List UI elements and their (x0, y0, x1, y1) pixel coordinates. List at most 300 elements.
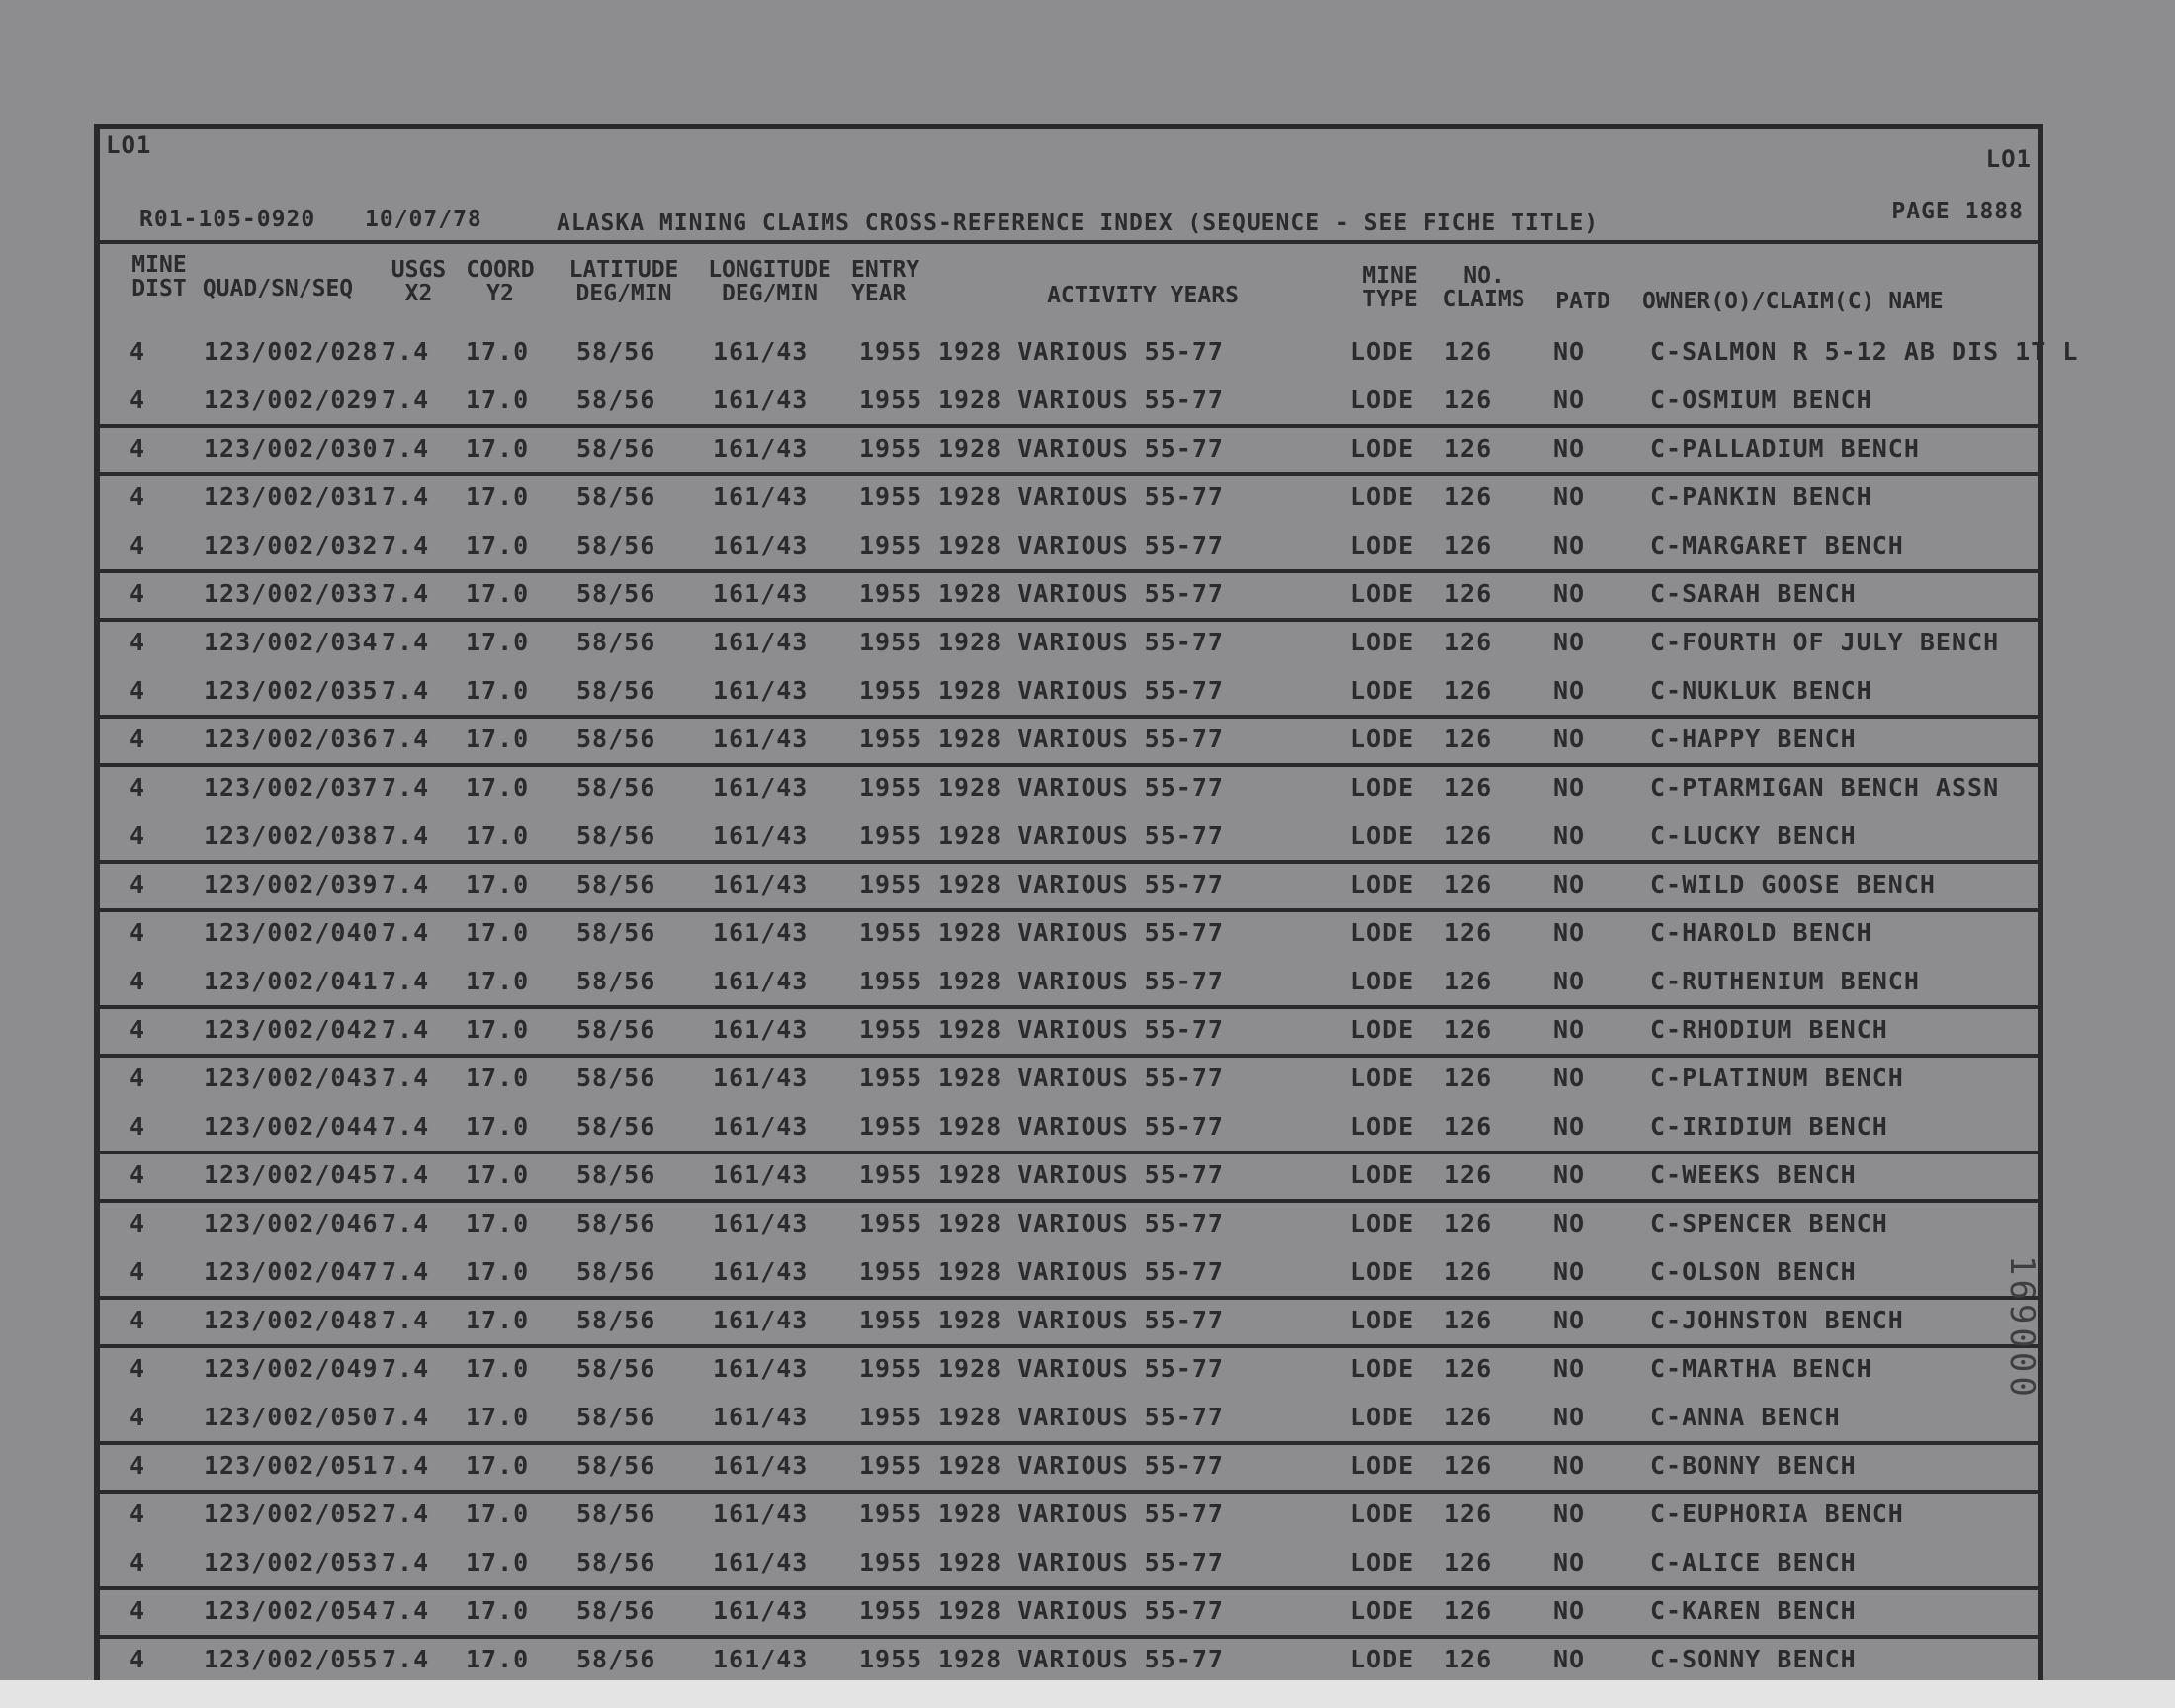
cell-type: LODE (1350, 1596, 1415, 1625)
cell-lat: 58/56 (576, 1160, 656, 1189)
cell-dist: 4 (130, 967, 146, 995)
cell-patd: NO (1553, 1451, 1586, 1480)
cell-activity: 1928 VARIOUS 55-77 (938, 1451, 1224, 1480)
cell-dist: 4 (130, 1112, 146, 1141)
cell-type: LODE (1350, 628, 1415, 656)
cell-lat: 58/56 (576, 579, 656, 608)
cell-quad: 123/002/035 (204, 676, 379, 705)
cell-activity: 1928 VARIOUS 55-77 (938, 870, 1224, 898)
cell-dist: 4 (130, 531, 146, 559)
cell-owner: C-HAROLD BENCH (1650, 918, 1872, 947)
cell-x: 7.4 (382, 773, 430, 802)
cell-dist: 4 (130, 1354, 146, 1383)
cell-lon: 161/43 (713, 1015, 809, 1044)
cell-dist: 4 (130, 1548, 146, 1577)
cell-lat: 58/56 (576, 1354, 656, 1383)
cell-activity: 1928 VARIOUS 55-77 (938, 1015, 1224, 1044)
cell-patd: NO (1553, 1015, 1586, 1044)
cell-owner: C-OSMIUM BENCH (1650, 385, 1872, 414)
cell-lon: 161/43 (713, 1403, 809, 1431)
cell-y: 17.0 (466, 579, 530, 608)
cell-lon: 161/43 (713, 579, 809, 608)
cell-entry: 1955 (859, 1596, 923, 1625)
cell-lat: 58/56 (576, 434, 656, 463)
cell-dist: 4 (130, 725, 146, 753)
col-entry-year: ENTRY YEAR (851, 257, 920, 306)
cell-patd: NO (1553, 1354, 1586, 1383)
cell-y: 17.0 (466, 1257, 530, 1286)
cell-quad: 123/002/054 (204, 1596, 379, 1625)
cell-dist: 4 (130, 337, 146, 366)
cell-x: 7.4 (382, 1112, 430, 1141)
cell-lon: 161/43 (713, 676, 809, 705)
cell-y: 17.0 (466, 385, 530, 414)
cell-activity: 1928 VARIOUS 55-77 (938, 579, 1224, 608)
cell-x: 7.4 (382, 482, 430, 511)
cell-claims: 126 (1444, 1306, 1493, 1334)
cell-dist: 4 (130, 773, 146, 802)
cell-y: 17.0 (466, 531, 530, 559)
cell-type: LODE (1350, 1064, 1415, 1092)
table-row (100, 763, 2038, 811)
cell-lat: 58/56 (576, 1112, 656, 1141)
cell-claims: 126 (1444, 821, 1493, 850)
cell-claims: 126 (1444, 773, 1493, 802)
cell-patd: NO (1553, 531, 1586, 559)
cell-lon: 161/43 (713, 1306, 809, 1334)
cell-lat: 58/56 (576, 725, 656, 753)
cell-dist: 4 (130, 1596, 146, 1625)
table-row (100, 521, 2038, 573)
cell-quad: 123/002/046 (204, 1209, 379, 1238)
cell-quad: 123/002/048 (204, 1306, 379, 1334)
cell-y: 17.0 (466, 337, 530, 366)
cell-quad: 123/002/043 (204, 1064, 379, 1092)
table-row (100, 424, 2038, 476)
cell-x: 7.4 (382, 1064, 430, 1092)
cell-quad: 123/002/047 (204, 1257, 379, 1286)
cell-dist: 4 (130, 1209, 146, 1238)
cell-y: 17.0 (466, 918, 530, 947)
cell-lon: 161/43 (713, 773, 809, 802)
cell-x: 7.4 (382, 725, 430, 753)
cell-quad: 123/002/052 (204, 1499, 379, 1528)
cell-dist: 4 (130, 676, 146, 705)
cell-dist: 4 (130, 434, 146, 463)
cell-quad: 123/002/041 (204, 967, 379, 995)
cell-lon: 161/43 (713, 821, 809, 850)
cell-owner: C-WILD GOOSE BENCH (1650, 870, 1936, 898)
cell-y: 17.0 (466, 1596, 530, 1625)
cell-patd: NO (1553, 870, 1586, 898)
cell-x: 7.4 (382, 1257, 430, 1286)
cell-patd: NO (1553, 1064, 1586, 1092)
cell-quad: 123/002/032 (204, 531, 379, 559)
cell-y: 17.0 (466, 870, 530, 898)
cell-y: 17.0 (466, 676, 530, 705)
cell-x: 7.4 (382, 1499, 430, 1528)
table-row (100, 327, 2079, 376)
cell-lat: 58/56 (576, 1499, 656, 1528)
col-patd: PATD (1555, 289, 1610, 314)
cell-y: 17.0 (466, 1112, 530, 1141)
col-longitude: LONGITUDE DEG/MIN (708, 257, 831, 306)
cell-lat: 58/56 (576, 1209, 656, 1238)
table-row (100, 1586, 2038, 1639)
cell-lat: 58/56 (576, 1403, 656, 1431)
cell-claims: 126 (1444, 628, 1493, 656)
table-row (100, 1344, 2038, 1393)
cell-patd: NO (1553, 1257, 1586, 1286)
cell-entry: 1955 (859, 773, 923, 802)
cell-entry: 1955 (859, 967, 923, 995)
cell-x: 7.4 (382, 579, 430, 608)
cell-y: 17.0 (466, 773, 530, 802)
cell-y: 17.0 (466, 1354, 530, 1383)
cell-lon: 161/43 (713, 1160, 809, 1189)
cell-owner: C-LUCKY BENCH (1650, 821, 1857, 850)
cell-entry: 1955 (859, 821, 923, 850)
cell-lat: 58/56 (576, 628, 656, 656)
cell-dist: 4 (130, 1451, 146, 1480)
cell-y: 17.0 (466, 434, 530, 463)
cell-patd: NO (1553, 676, 1586, 705)
table-row (100, 1393, 2038, 1445)
cell-y: 17.0 (466, 1064, 530, 1092)
corner-mark-left: LO1 (106, 131, 152, 159)
cell-activity: 1928 VARIOUS 55-77 (938, 1354, 1224, 1383)
cell-activity: 1928 VARIOUS 55-77 (938, 773, 1224, 802)
cell-dist: 4 (130, 870, 146, 898)
cell-x: 7.4 (382, 531, 430, 559)
cell-dist: 4 (130, 1645, 146, 1673)
cell-lat: 58/56 (576, 1015, 656, 1044)
cell-quad: 123/002/039 (204, 870, 379, 898)
cell-type: LODE (1350, 1403, 1415, 1431)
cell-lon: 161/43 (713, 385, 809, 414)
cell-dist: 4 (130, 1015, 146, 1044)
cell-patd: NO (1553, 628, 1586, 656)
cell-claims: 126 (1444, 1209, 1493, 1238)
page-number: PAGE 1888 (1891, 199, 2024, 224)
cell-type: LODE (1350, 1354, 1415, 1383)
cell-patd: NO (1553, 579, 1586, 608)
cell-y: 17.0 (466, 967, 530, 995)
cell-claims: 126 (1444, 1160, 1493, 1189)
cell-owner: C-SALMON R 5-12 AB DIS 1T L (1650, 337, 2079, 366)
cell-owner: C-RUTHENIUM BENCH (1650, 967, 1920, 995)
cell-entry: 1955 (859, 1403, 923, 1431)
cell-entry: 1955 (859, 434, 923, 463)
cell-type: LODE (1350, 1548, 1415, 1577)
cell-dist: 4 (130, 1499, 146, 1528)
cell-claims: 126 (1444, 725, 1493, 753)
cell-entry: 1955 (859, 1064, 923, 1092)
cell-lon: 161/43 (713, 967, 809, 995)
cell-lon: 161/43 (713, 482, 809, 511)
cell-type: LODE (1350, 676, 1415, 705)
cell-activity: 1928 VARIOUS 55-77 (938, 1548, 1224, 1577)
cell-x: 7.4 (382, 918, 430, 947)
cell-x: 7.4 (382, 1451, 430, 1480)
cell-activity: 1928 VARIOUS 55-77 (938, 531, 1224, 559)
cell-lat: 58/56 (576, 1306, 656, 1334)
cell-activity: 1928 VARIOUS 55-77 (938, 725, 1224, 753)
cell-type: LODE (1350, 531, 1415, 559)
cell-quad: 123/002/033 (204, 579, 379, 608)
cell-patd: NO (1553, 1499, 1586, 1528)
cell-entry: 1955 (859, 1257, 923, 1286)
cell-patd: NO (1553, 1403, 1586, 1431)
cell-owner: C-BONNY BENCH (1650, 1451, 1857, 1480)
cell-quad: 123/002/037 (204, 773, 379, 802)
cell-lat: 58/56 (576, 1548, 656, 1577)
fiche-side-number: 169000 (2002, 1255, 2042, 1401)
cell-patd: NO (1553, 385, 1586, 414)
cell-entry: 1955 (859, 1015, 923, 1044)
cell-activity: 1928 VARIOUS 55-77 (938, 1499, 1224, 1528)
cell-x: 7.4 (382, 1645, 430, 1673)
cell-lat: 58/56 (576, 967, 656, 995)
cell-patd: NO (1553, 337, 1586, 366)
cell-claims: 126 (1444, 1354, 1493, 1383)
cell-patd: NO (1553, 773, 1586, 802)
cell-dist: 4 (130, 1306, 146, 1334)
cell-x: 7.4 (382, 1548, 430, 1577)
cell-lat: 58/56 (576, 1451, 656, 1480)
cell-owner: C-SPENCER BENCH (1650, 1209, 1888, 1238)
cell-quad: 123/002/051 (204, 1451, 379, 1480)
cell-claims: 126 (1444, 434, 1493, 463)
cell-x: 7.4 (382, 1354, 430, 1383)
cell-patd: NO (1553, 1596, 1586, 1625)
cell-quad: 123/002/036 (204, 725, 379, 753)
cell-lon: 161/43 (713, 1548, 809, 1577)
cell-owner: C-IRIDIUM BENCH (1650, 1112, 1888, 1141)
cell-patd: NO (1553, 821, 1586, 850)
cell-x: 7.4 (382, 821, 430, 850)
table-row (100, 618, 2038, 666)
table-row (100, 1296, 2038, 1348)
cell-claims: 126 (1444, 1499, 1493, 1528)
table-row (100, 1151, 2038, 1203)
cell-lon: 161/43 (713, 1596, 809, 1625)
col-mine-type: MINE TYPE (1362, 263, 1418, 312)
table-row (100, 1247, 2038, 1300)
table-row (100, 715, 2038, 767)
cell-quad: 123/002/029 (204, 385, 379, 414)
cell-type: LODE (1350, 1306, 1415, 1334)
cell-claims: 126 (1444, 870, 1493, 898)
cell-activity: 1928 VARIOUS 55-77 (938, 1112, 1224, 1141)
cell-type: LODE (1350, 967, 1415, 995)
cell-activity: 1928 VARIOUS 55-77 (938, 1645, 1224, 1673)
report-date: 10/07/78 (365, 207, 482, 232)
cell-y: 17.0 (466, 821, 530, 850)
cell-activity: 1928 VARIOUS 55-77 (938, 1209, 1224, 1238)
cell-dist: 4 (130, 1403, 146, 1431)
cell-activity: 1928 VARIOUS 55-77 (938, 628, 1224, 656)
col-latitude: LATITUDE DEG/MIN (568, 257, 679, 306)
cell-x: 7.4 (382, 385, 430, 414)
cell-x: 7.4 (382, 676, 430, 705)
cell-patd: NO (1553, 1160, 1586, 1189)
cell-entry: 1955 (859, 531, 923, 559)
cell-y: 17.0 (466, 1306, 530, 1334)
cell-lon: 161/43 (713, 1257, 809, 1286)
cell-lon: 161/43 (713, 434, 809, 463)
cell-owner: C-PANKIN BENCH (1650, 482, 1872, 511)
cell-dist: 4 (130, 1160, 146, 1189)
cell-claims: 126 (1444, 1064, 1493, 1092)
cell-entry: 1955 (859, 1451, 923, 1480)
cell-lon: 161/43 (713, 531, 809, 559)
table-row (100, 569, 2038, 622)
col-mine-dist: MINE DIST (131, 252, 187, 301)
cell-owner: C-WEEKS BENCH (1650, 1160, 1857, 1189)
table-row (100, 1441, 2038, 1494)
cell-quad: 123/002/030 (204, 434, 379, 463)
cell-y: 17.0 (466, 1645, 530, 1673)
cell-x: 7.4 (382, 434, 430, 463)
cell-type: LODE (1350, 385, 1415, 414)
cell-quad: 123/002/053 (204, 1548, 379, 1577)
cell-lon: 161/43 (713, 1112, 809, 1141)
cell-type: LODE (1350, 1645, 1415, 1673)
cell-quad: 123/002/028 (204, 337, 379, 366)
cell-activity: 1928 VARIOUS 55-77 (938, 337, 1224, 366)
cell-quad: 123/002/049 (204, 1354, 379, 1383)
cell-patd: NO (1553, 1209, 1586, 1238)
cell-activity: 1928 VARIOUS 55-77 (938, 1064, 1224, 1092)
cell-lon: 161/43 (713, 1354, 809, 1383)
cell-lat: 58/56 (576, 482, 656, 511)
microfiche-sheet (94, 124, 2079, 1686)
cell-quad: 123/002/050 (204, 1403, 379, 1431)
cell-claims: 126 (1444, 676, 1493, 705)
cell-patd: NO (1553, 918, 1586, 947)
cell-x: 7.4 (382, 1015, 430, 1044)
cell-type: LODE (1350, 1160, 1415, 1189)
table-row (100, 472, 2038, 521)
cell-owner: C-KAREN BENCH (1650, 1596, 1857, 1625)
cell-activity: 1928 VARIOUS 55-77 (938, 1306, 1224, 1334)
cell-dist: 4 (130, 579, 146, 608)
cell-lon: 161/43 (713, 1209, 809, 1238)
cell-lat: 58/56 (576, 1645, 656, 1673)
cell-dist: 4 (130, 482, 146, 511)
table-row (100, 1102, 2038, 1154)
cell-lon: 161/43 (713, 918, 809, 947)
table-row (100, 860, 2038, 912)
cell-entry: 1955 (859, 337, 923, 366)
cell-y: 17.0 (466, 1548, 530, 1577)
cell-claims: 126 (1444, 531, 1493, 559)
cell-lat: 58/56 (576, 1596, 656, 1625)
cell-x: 7.4 (382, 1596, 430, 1625)
header-rule (100, 240, 2038, 244)
cell-quad: 123/002/042 (204, 1015, 379, 1044)
cell-entry: 1955 (859, 918, 923, 947)
cell-patd: NO (1553, 1306, 1586, 1334)
table-row (100, 1054, 2038, 1102)
col-owner-claim: OWNER(O)/CLAIM(C) NAME (1642, 289, 1944, 314)
cell-lon: 161/43 (713, 870, 809, 898)
cell-x: 7.4 (382, 870, 430, 898)
cell-claims: 126 (1444, 1015, 1493, 1044)
cell-quad: 123/002/040 (204, 918, 379, 947)
cell-type: LODE (1350, 870, 1415, 898)
cell-entry: 1955 (859, 1548, 923, 1577)
cell-owner: C-HAPPY BENCH (1650, 725, 1857, 753)
cell-patd: NO (1553, 967, 1586, 995)
cell-type: LODE (1350, 1257, 1415, 1286)
table-row (100, 1490, 2038, 1538)
cell-type: LODE (1350, 725, 1415, 753)
cell-lat: 58/56 (576, 1257, 656, 1286)
cell-x: 7.4 (382, 1209, 430, 1238)
cell-x: 7.4 (382, 1306, 430, 1334)
cell-y: 17.0 (466, 482, 530, 511)
cell-lat: 58/56 (576, 821, 656, 850)
cell-type: LODE (1350, 1015, 1415, 1044)
cell-entry: 1955 (859, 1499, 923, 1528)
cell-lat: 58/56 (576, 385, 656, 414)
table-row (100, 957, 2038, 1009)
cell-y: 17.0 (466, 1209, 530, 1238)
cell-owner: C-ANNA BENCH (1650, 1403, 1841, 1431)
table-row (100, 376, 2038, 428)
cell-lon: 161/43 (713, 1451, 809, 1480)
cell-quad: 123/002/038 (204, 821, 379, 850)
table-row (100, 1199, 2038, 1247)
table-row (100, 1635, 2038, 1683)
cell-activity: 1928 VARIOUS 55-77 (938, 1403, 1224, 1431)
cell-patd: NO (1553, 1548, 1586, 1577)
cell-lon: 161/43 (713, 1499, 809, 1528)
cell-claims: 126 (1444, 337, 1493, 366)
cell-patd: NO (1553, 482, 1586, 511)
cell-owner: C-NUKLUK BENCH (1650, 676, 1872, 705)
cell-entry: 1955 (859, 628, 923, 656)
cell-claims: 126 (1444, 1645, 1493, 1673)
cell-y: 17.0 (466, 1403, 530, 1431)
cell-claims: 126 (1444, 1596, 1493, 1625)
report-title: ALASKA MINING CLAIMS CROSS-REFERENCE INDEX (SEQUENCE - SEE FICHE TITLE) (557, 211, 1600, 236)
cell-lon: 161/43 (713, 725, 809, 753)
cell-dist: 4 (130, 918, 146, 947)
col-activity-years: ACTIVITY YEARS (1047, 283, 1239, 308)
cell-entry: 1955 (859, 385, 923, 414)
cell-claims: 126 (1444, 1112, 1493, 1141)
cell-type: LODE (1350, 1209, 1415, 1238)
cell-type: LODE (1350, 1451, 1415, 1480)
cell-activity: 1928 VARIOUS 55-77 (938, 482, 1224, 511)
cell-owner: C-FOURTH OF JULY BENCH (1650, 628, 2000, 656)
corner-mark-right: LO1 (1985, 145, 2032, 173)
cell-lat: 58/56 (576, 337, 656, 366)
cell-type: LODE (1350, 918, 1415, 947)
cell-lat: 58/56 (576, 1064, 656, 1092)
cell-activity: 1928 VARIOUS 55-77 (938, 434, 1224, 463)
cell-y: 17.0 (466, 1499, 530, 1528)
col-quad: QUAD/SN/SEQ (202, 276, 354, 301)
cell-entry: 1955 (859, 725, 923, 753)
cell-entry: 1955 (859, 1160, 923, 1189)
cell-lon: 161/43 (713, 337, 809, 366)
cell-claims: 126 (1444, 1548, 1493, 1577)
cell-y: 17.0 (466, 628, 530, 656)
